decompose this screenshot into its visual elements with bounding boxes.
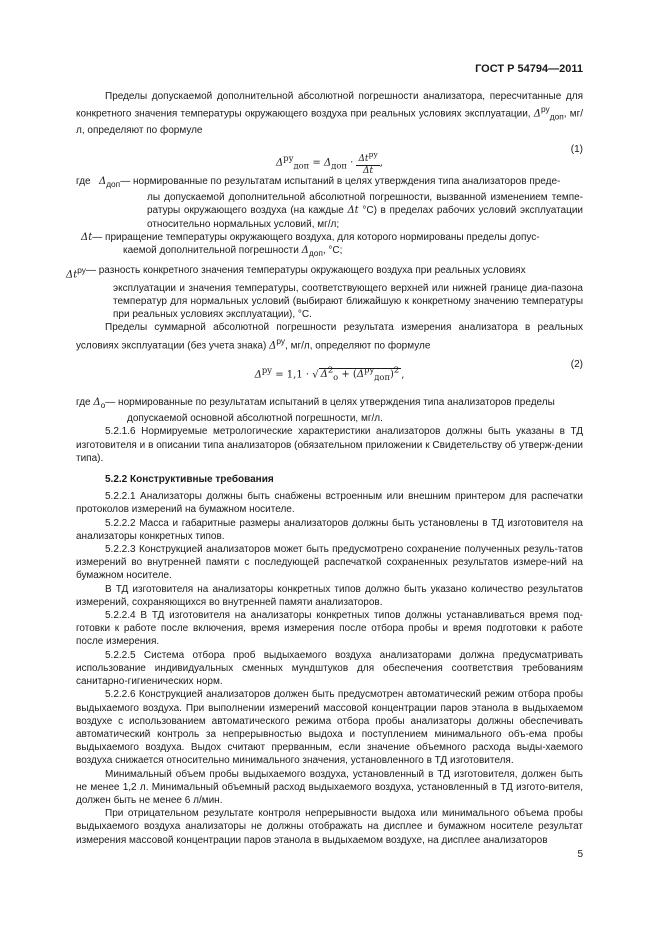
formula-1: $\Delta^{ру}_{доп} = \Delta_{доп}$ · $\frac{\Delta t^{ру}}{\Delta t}$ , (1) (276, 143, 583, 176)
paragraph-intro-2: Пределы суммарной абсолютной погрешности результата измерения анализатора в реальных условиях эксплуатации (без учета знака) $\Delta^{ру}$, мг/л, определяют по формуле (76, 322, 583, 351)
definition-delta-t: Δt — приращение температуры окружающего воздуха, для которого нормированы пределы допус- (81, 231, 540, 243)
paragraph-5-2-1-6: 5.2.1.6 Нормируемые метрологические характеристики анализаторов должны быть указаны в ТД изготовителя и в описании типа анализаторов (обязательном приложении к Свидетельству об утверж-дении типа). (76, 426, 583, 464)
document-header: ГОСТ Р 54794—2011 (475, 63, 583, 75)
paragraph-5-2-2-2: 5.2.2.2 Масса и габаритные размеры анализаторов должны быть установлены в ТД изготовителя на анализаторы конкретных типов. (76, 517, 583, 542)
definition-delta-o-cont: допускаемой основной абсолютной погрешности, мг/л. (127, 413, 383, 425)
definition-delta-t-ru: $\Delta t^{ру}$ — разность конкретного значения температуры окружающего воздуха при реальных условиях (66, 265, 526, 281)
paragraph-5-2-2-5: 5.2.2.5 Система отбора проб выдыхаемого воздуха анализаторами должна предусматривать использование индивидуальных сменных мундштуков для обеспечения соответствия требованиям санитарно-гигиенических норм. (76, 649, 583, 688)
definition-delta-dop-cont: лы допускаемой дополнительной абсолютной погрешности, вызванной изменением темпе-ратуры окружающего воздуха (на каждые Δt °С) в пределах рабочих условий эксплуатации относительно нормальных условий, мг/л; (147, 192, 584, 230)
formula-2-number: (2) (570, 359, 583, 371)
page-number: 5 (577, 849, 583, 860)
section-heading-5-2-2: 5.2.2 Конструктивные требования (105, 474, 274, 486)
paragraph-5-2-2-3: 5.2.2.3 Конструкцией анализаторов может быть предусмотрено сохранение полученных резуль-татов измерений во внутренней памяти с последующей распечаткой сохраненных результатов измере-ний на бумажном носителе. (76, 544, 583, 582)
definition-delta-o: где $\Delta_о$ — нормированные по результатам испытаний в целях утверждения типа анализаторов пределы (76, 397, 555, 411)
definition-delta-t-ru-cont: эксплуатации и значения температуры, соответствующего верхней или нижней границе диа-пазона температур для нормальных условий (выбирают ближайшую к конкретному значению температуры при реальных условиях эксплуатации), °С. (113, 282, 583, 321)
formula-1-number: (1) (570, 143, 583, 155)
paragraph-5-2-2-4: 5.2.2.4 В ТД изготовителя на анализаторы конкретных типов должны устанавливаться время под-готовки к работе после включения, время измерения после отбора пробы и время подготовки к работе после измерения. (76, 610, 583, 648)
paragraph-5-2-2-6-c: При отрицательном результате контроля непрерывности выдоха или минимального объема пробы выдыхаемого воздуха анализаторы не должны отображать на дисплее и бумажном носителе результат измерения массовой концентрации паров этанола в выдыхаемом воздухе, на дисплее анализаторов (76, 808, 583, 846)
paragraph-intro-1: Пределы допускаемой дополнительной абсолютной погрешности анализатора, пересчитанные для конкретного значения температуры окружающего воздуха при реальных условиях эксплуатации, $\Delta^{ру}_{доп}$, мг/л, определяют по формуле (76, 91, 583, 136)
paragraph-5-2-2-6-b: Минимальный объем пробы выдыхаемого воздуха, установленный в ТД изготовителя, должен быть не менее 1,2 л. Минимальный объемный расход выдыхаемого воздуха, установленный в ТД изгото-вителя, должен быть не менее 6 л/мин. (76, 768, 583, 806)
definition-delta-t-cont: каемой дополнительной погрешности $\Delta_{доп}$, °С; (123, 244, 343, 258)
formula-2: $\Delta^{ру} = 1,1$ · √ $\Delta^2_о + (\Delta^{ру}_{доп})^2$ , (2) (254, 359, 583, 383)
paragraph-5-2-2-3-b: В ТД изготовителя на анализаторы конкретных типов должно быть указано количество результатов измерений, сохраняющихся во внутренней памяти анализаторов. (76, 583, 583, 608)
paragraph-5-2-2-6: 5.2.2.6 Конструкцией анализаторов должен быть предусмотрен автоматический режим отбора пробы выдыхаемого воздуха. При выполнении измерений массовой концентрации паров этанола в выдыхаемом воздухе с использованием автоматического режима отбора пробы анализаторы должны обеспечивать автоматический контроль за непрерывностью выдоха и поступлением минимального объ-ема пробы выдыхаемого воздуха. Выдох считают прерванным, если значение объемного расхода выды-хаемого воздуха снижается относительно минимального значения, установленного в ТД изготовителя. (76, 689, 583, 767)
paragraph-5-2-2-1: 5.2.2.1 Анализаторы должны быть снабжены встроенным или внешним принтером для распечатки протоколов измерений на бумажном носителе. (76, 491, 583, 516)
definition-delta-dop: где $\Delta_{доп}$ — нормированные по результатам испытаний в целях утверждения типа анализаторов преде- (76, 175, 561, 189)
